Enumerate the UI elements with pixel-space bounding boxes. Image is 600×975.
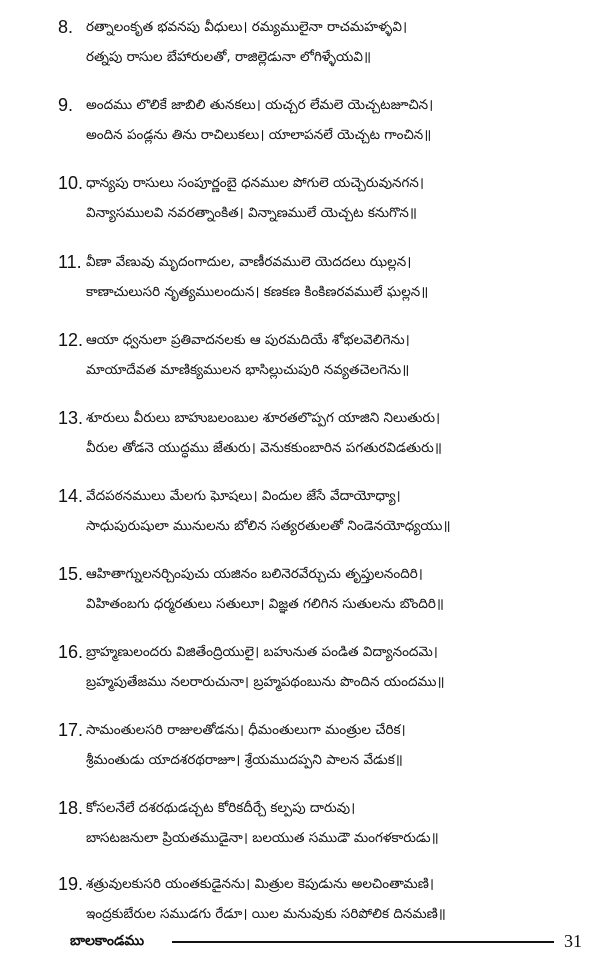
verse-line-1: సామంతులసరి రాజులతోడను। ధీమంతులుగా మంత్రుల చేరిక। xyxy=(86,722,406,738)
verse-line-2: బ్రహ్మపుతేజము నలరారుచునా। బ్రహ్మపథంబును పొందిన యందము॥ xyxy=(86,674,445,690)
verse-line-1: ఆహితాగ్నులనర్చింపుచు యజినం బలినెరవేర్చుచు తృప్తులనందిరి। xyxy=(86,566,423,582)
footer-divider xyxy=(172,941,554,943)
verse-number: 19. xyxy=(58,874,84,894)
verse-number: 17. xyxy=(58,720,84,740)
verse-line-2: కాణాచులుసరి నృత్యములందున। కణకణ కింకిణరవములే ఘల్లన॥ xyxy=(86,284,429,300)
verse-number: 15. xyxy=(58,564,84,584)
verse-number: 16. xyxy=(58,642,84,662)
verse-line-1: వేదపఠనములు మేలగు ఘోషలు। విందుల జేసే వేదాయోధ్యా। xyxy=(86,488,401,504)
verse-number: 18. xyxy=(58,798,84,818)
verse-number: 13. xyxy=(58,408,84,428)
verse-line-1: బ్రాహ్మణులందరు విజితేంద్రియులై। బహునుత పండిత విద్యానందమె। xyxy=(86,644,438,660)
verse-line-1: రత్నాలంకృత భవనపు వీధులు। రమ్యములైనా రాచమహళ్ళవి। xyxy=(86,19,408,35)
verse-number: 9. xyxy=(58,95,74,115)
verse-line-2: శ్రీమంతుడు యాదశరథరాజూ। శ్రేయముదప్పని పాలన వేడుక॥ xyxy=(86,752,403,768)
verse-line-1: వీణా వేణువు మృదంగాదుల, వాణీరవములె యెదదలు ఝల్లన। xyxy=(86,254,412,270)
verse-line-2: సాధుపురుషులా మునులను బోలిన సత్యరతులతో నిండెనయోధ్యయు॥ xyxy=(86,518,451,534)
verse-line-2: మాయాదేవత మాణిక్యములన భాసిల్లుచుపురి నవ్యతచెలగెను॥ xyxy=(86,362,410,378)
verse-line-2: అందిన పండ్లను తిను రాచిలుకలు। యాలాపనలే యెచ్చట గాంచిన॥ xyxy=(86,127,432,143)
verse-number: 8. xyxy=(58,17,74,37)
verse-line-1: కోసలనేలే దశరథుడచ్చట కోరికదీర్చే కల్పపు దారువు। xyxy=(86,800,356,816)
verse-line-2: రత్నపు రాసుల బేహారులతో, రాజిల్లెడునా లోగిళ్ళేయవి॥ xyxy=(86,49,372,65)
verse-line-1: శత్రువులకుసరి యంతకుడైనను। మిత్రుల కెపుడును అలచింతామణి। xyxy=(86,876,434,892)
verse-line-2: విహితంబగు ధర్మరతులు సతులూ। విజ్ఞత గలిగిన సుతులను బొందిరి॥ xyxy=(86,596,445,612)
verse-line-2: బాసటజనులా ప్రియతముడైనా। బలయుత సముడౌ మంగళకారుడు॥ xyxy=(86,830,439,846)
page-footer xyxy=(0,930,600,956)
verse-number: 10. xyxy=(58,173,84,193)
verse-number: 14. xyxy=(58,486,84,506)
verse-line-2: విన్యాసములవి నవరత్నాంకిత। విన్నాణములే యెచ్చట కనుగొన॥ xyxy=(86,205,417,221)
page-number: 31 xyxy=(564,931,582,951)
verse-line-2: ఇంద్రకుబేరుల సముడగు రేడూ। యిల మనువుకు సరిపోలిక దినమణి॥ xyxy=(86,906,446,922)
verse-line-1: ధాన్యపు రాసులు సంపూర్ణంబై ధనముల పోగులె యచ్చెరువునగన। xyxy=(86,175,424,191)
verse-line-1: అందము లొలికే జాబిలి తునకలు। యచ్చర లేమలె యెచ్చటజూచిన। xyxy=(86,97,434,113)
verse-number: 11. xyxy=(58,252,82,272)
verse-line-1: ఆయా ధ్వనులా ప్రతివాదనలకు ఆ పురమదియే శోభలవెలిగెను। xyxy=(86,332,410,348)
verse-line-1: శూరులు వీరులు బాహుబలంబుల శూరతలొప్పగ యాజిని నిలుతురు। xyxy=(86,410,441,426)
verse-number: 12. xyxy=(58,330,84,350)
verse-line-2: వీరుల తోడనె యుద్ధము జేతురు। వెనుకకుంబారిన పగతురవిడతురు॥ xyxy=(86,440,442,456)
chapter-title: బాలకాండము xyxy=(70,933,145,949)
